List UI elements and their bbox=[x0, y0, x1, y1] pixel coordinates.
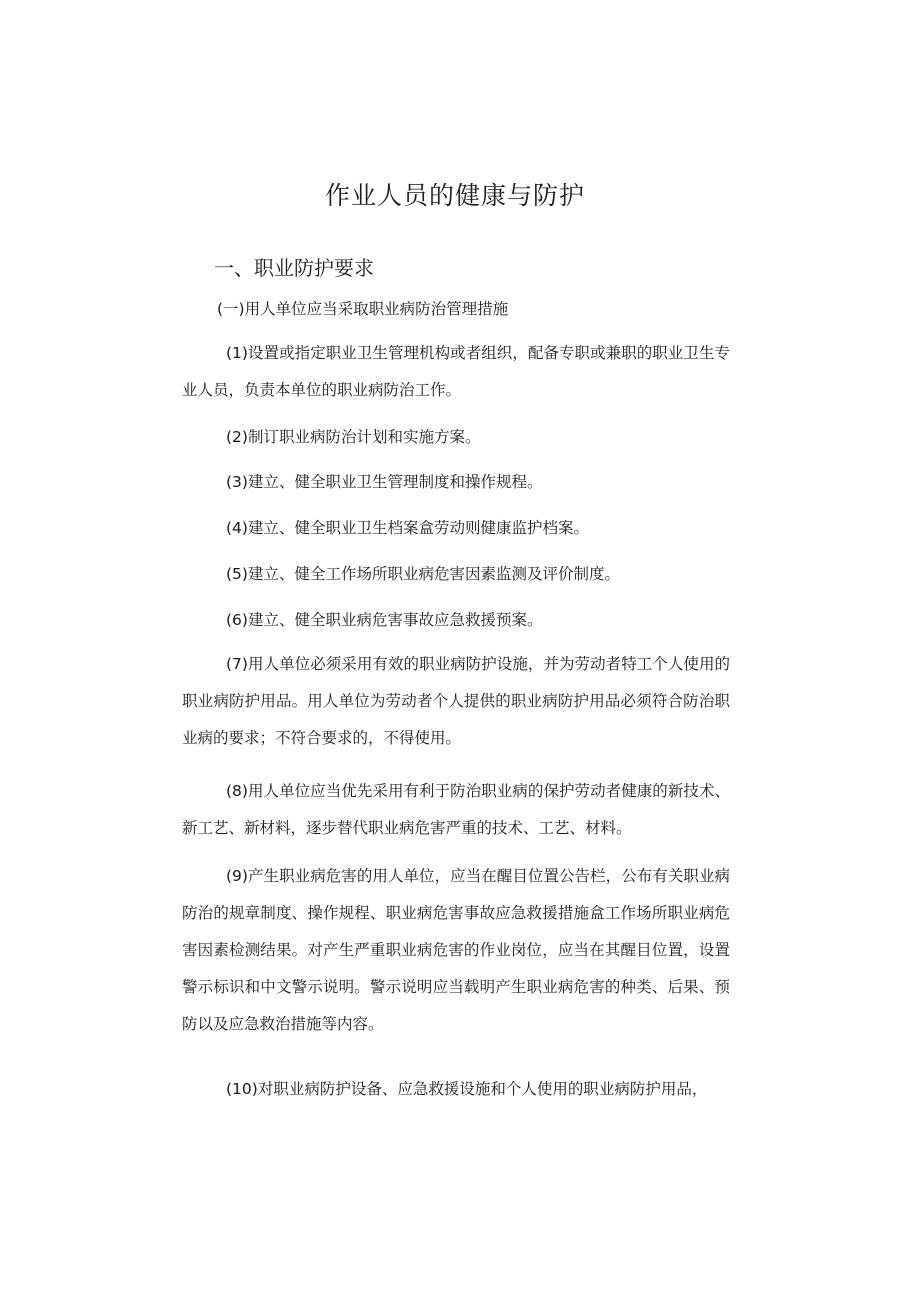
paragraph-5: (5)建立、健全工作场所职业病危害因素监测及评价制度。 bbox=[226, 565, 620, 583]
paragraph-1: (1)设置或指定职业卫生管理机构或者组织，配备专职或兼职的职业卫生专业人员，负责本单位的职业病防治工作。 bbox=[182, 344, 730, 399]
paragraph-2: (2)制订职业病防治计划和实施方案。 bbox=[226, 428, 481, 446]
paragraph-9: (9)产生职业病危害的用人单位，应当在醒目位置公告栏，公布有关职业病防治的规章制度、操作规程、职业病危害事故应急救援措施盒工作场所职业病危害因素检测结果。对产生严重职业病危害的作业岗位，应当在其醒目位置，设置警示标识和中文警示说明。警示说明应当载明产生职业病危害的种类、后果、预防以及应急救治措施等内容。 bbox=[182, 867, 730, 1033]
paragraph-4: (4)建立、健全职业卫生档案盒劳动则健康监护档案。 bbox=[226, 519, 589, 537]
paragraph-3: (3)建立、健全职业卫生管理制度和操作规程。 bbox=[226, 473, 543, 491]
paragraph-6: (6)建立、健全职业病危害事故应急救援预案。 bbox=[226, 611, 543, 629]
section-heading: 一、职业防护要求 bbox=[214, 256, 374, 280]
paragraph-8: (8)用人单位应当优先采用有利于防治职业病的保护劳动者健康的新技术、新工艺、新材料，逐步替代职业病危害严重的技术、工艺、材料。 bbox=[182, 782, 730, 837]
paragraph-7: (7)用人单位必须采用有效的职业病防护设施，并为劳动者特工个人使用的职业病防护用品。用人单位为劳动者个人提供的职业病防护用品必须符合防治职业病的要求；不符合要求的，不得使用。 bbox=[182, 655, 730, 747]
page-title: 作业人员的健康与防护 bbox=[324, 181, 585, 210]
paragraph-10: (10)对职业病防护设备、应急救援设施和个人使用的职业病防护用品， bbox=[226, 1080, 708, 1098]
sub-heading: (一)用人单位应当采取职业病防治管理措施 bbox=[217, 300, 509, 318]
